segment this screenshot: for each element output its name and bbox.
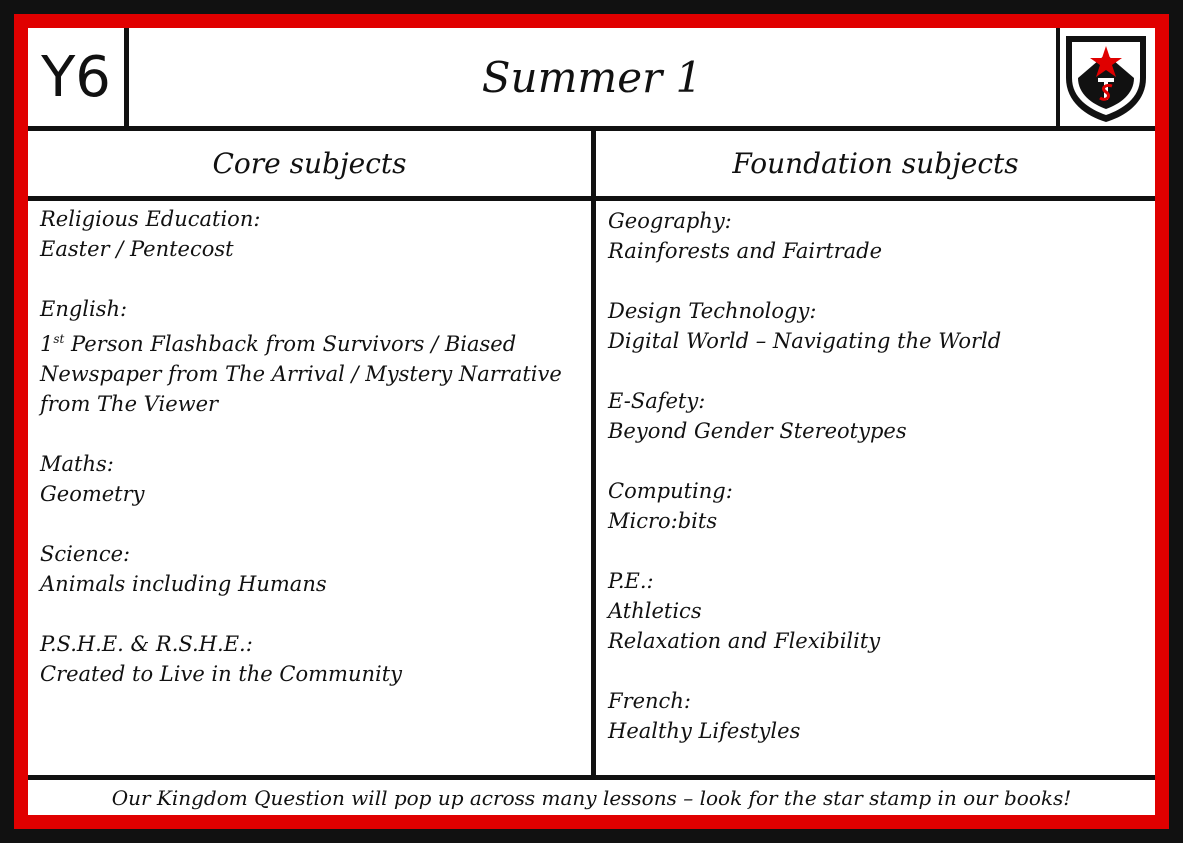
core-subjects-heading: Core subjects [212, 146, 407, 180]
subject-topic: Rainforests and Fairtrade [608, 239, 883, 263]
subject-block-re [40, 204, 585, 264]
subject-topic: Easter / Pentecost [40, 237, 234, 261]
subject-heading: Computing: [608, 479, 733, 503]
core-subjects-list [40, 204, 585, 719]
subject-topic-line [40, 324, 585, 359]
subject-heading: P.E.: [608, 569, 654, 593]
subject-topic: Healthy Lifestyles [608, 719, 801, 743]
subject-heading: P.S.H.E. & R.S.H.E.: [40, 632, 253, 656]
subject-block-esafety [608, 386, 1148, 446]
subject-topic: Animals including Humans [40, 572, 327, 596]
year-label: Y6 [41, 44, 111, 110]
subject-block-french [608, 686, 1148, 746]
footer-note: Our Kingdom Question will pop up across many lessons – look for the star stamp in our books! [111, 785, 1072, 810]
subject-topic: Geometry [40, 482, 145, 506]
curriculum-card [28, 28, 1155, 815]
subject-topic: Digital World – Navigating the World [608, 329, 1002, 353]
divider [28, 196, 1155, 201]
subject-block-pe [608, 566, 1148, 656]
subject-topic: Beyond Gender Stereotypes [608, 419, 907, 443]
subject-block-english [40, 294, 585, 419]
subject-block-geography [608, 206, 1148, 266]
subject-heading: English: [40, 297, 128, 321]
subject-topic-line: Newspaper from The Arrival / Mystery Narrative [40, 362, 562, 386]
subject-heading: E-Safety: [608, 389, 706, 413]
subject-heading: Geography: [608, 209, 732, 233]
ordinal-suffix: st [53, 332, 65, 346]
subject-heading: Design Technology: [608, 299, 817, 323]
foundation-subjects-list [608, 206, 1148, 776]
subject-block-maths [40, 449, 585, 509]
subject-heading: Maths: [40, 452, 114, 476]
subject-topic: Relaxation and Flexibility [608, 629, 881, 653]
subject-topic: Athletics [608, 599, 702, 623]
subject-block-science [40, 539, 585, 599]
foundation-subjects-heading: Foundation subjects [732, 146, 1019, 180]
school-crest-icon [1060, 32, 1152, 124]
subject-heading: French: [608, 689, 691, 713]
subject-block-design-technology [608, 296, 1148, 356]
subject-block-pshe [40, 629, 585, 689]
subject-heading: Religious Education: [40, 207, 261, 231]
subject-topic-line: from The Viewer [40, 392, 219, 416]
subject-block-computing [608, 476, 1148, 536]
column-divider [591, 131, 596, 777]
subject-topic-text: Person Flashback from Survivors / Biased [64, 332, 517, 356]
page-title: Summer 1 [481, 52, 703, 102]
ordinal-number: 1 [40, 332, 54, 356]
subject-topic: Micro:bits [608, 509, 718, 533]
subject-topic: Created to Live in the Community [40, 662, 403, 686]
subject-heading: Science: [40, 542, 131, 566]
